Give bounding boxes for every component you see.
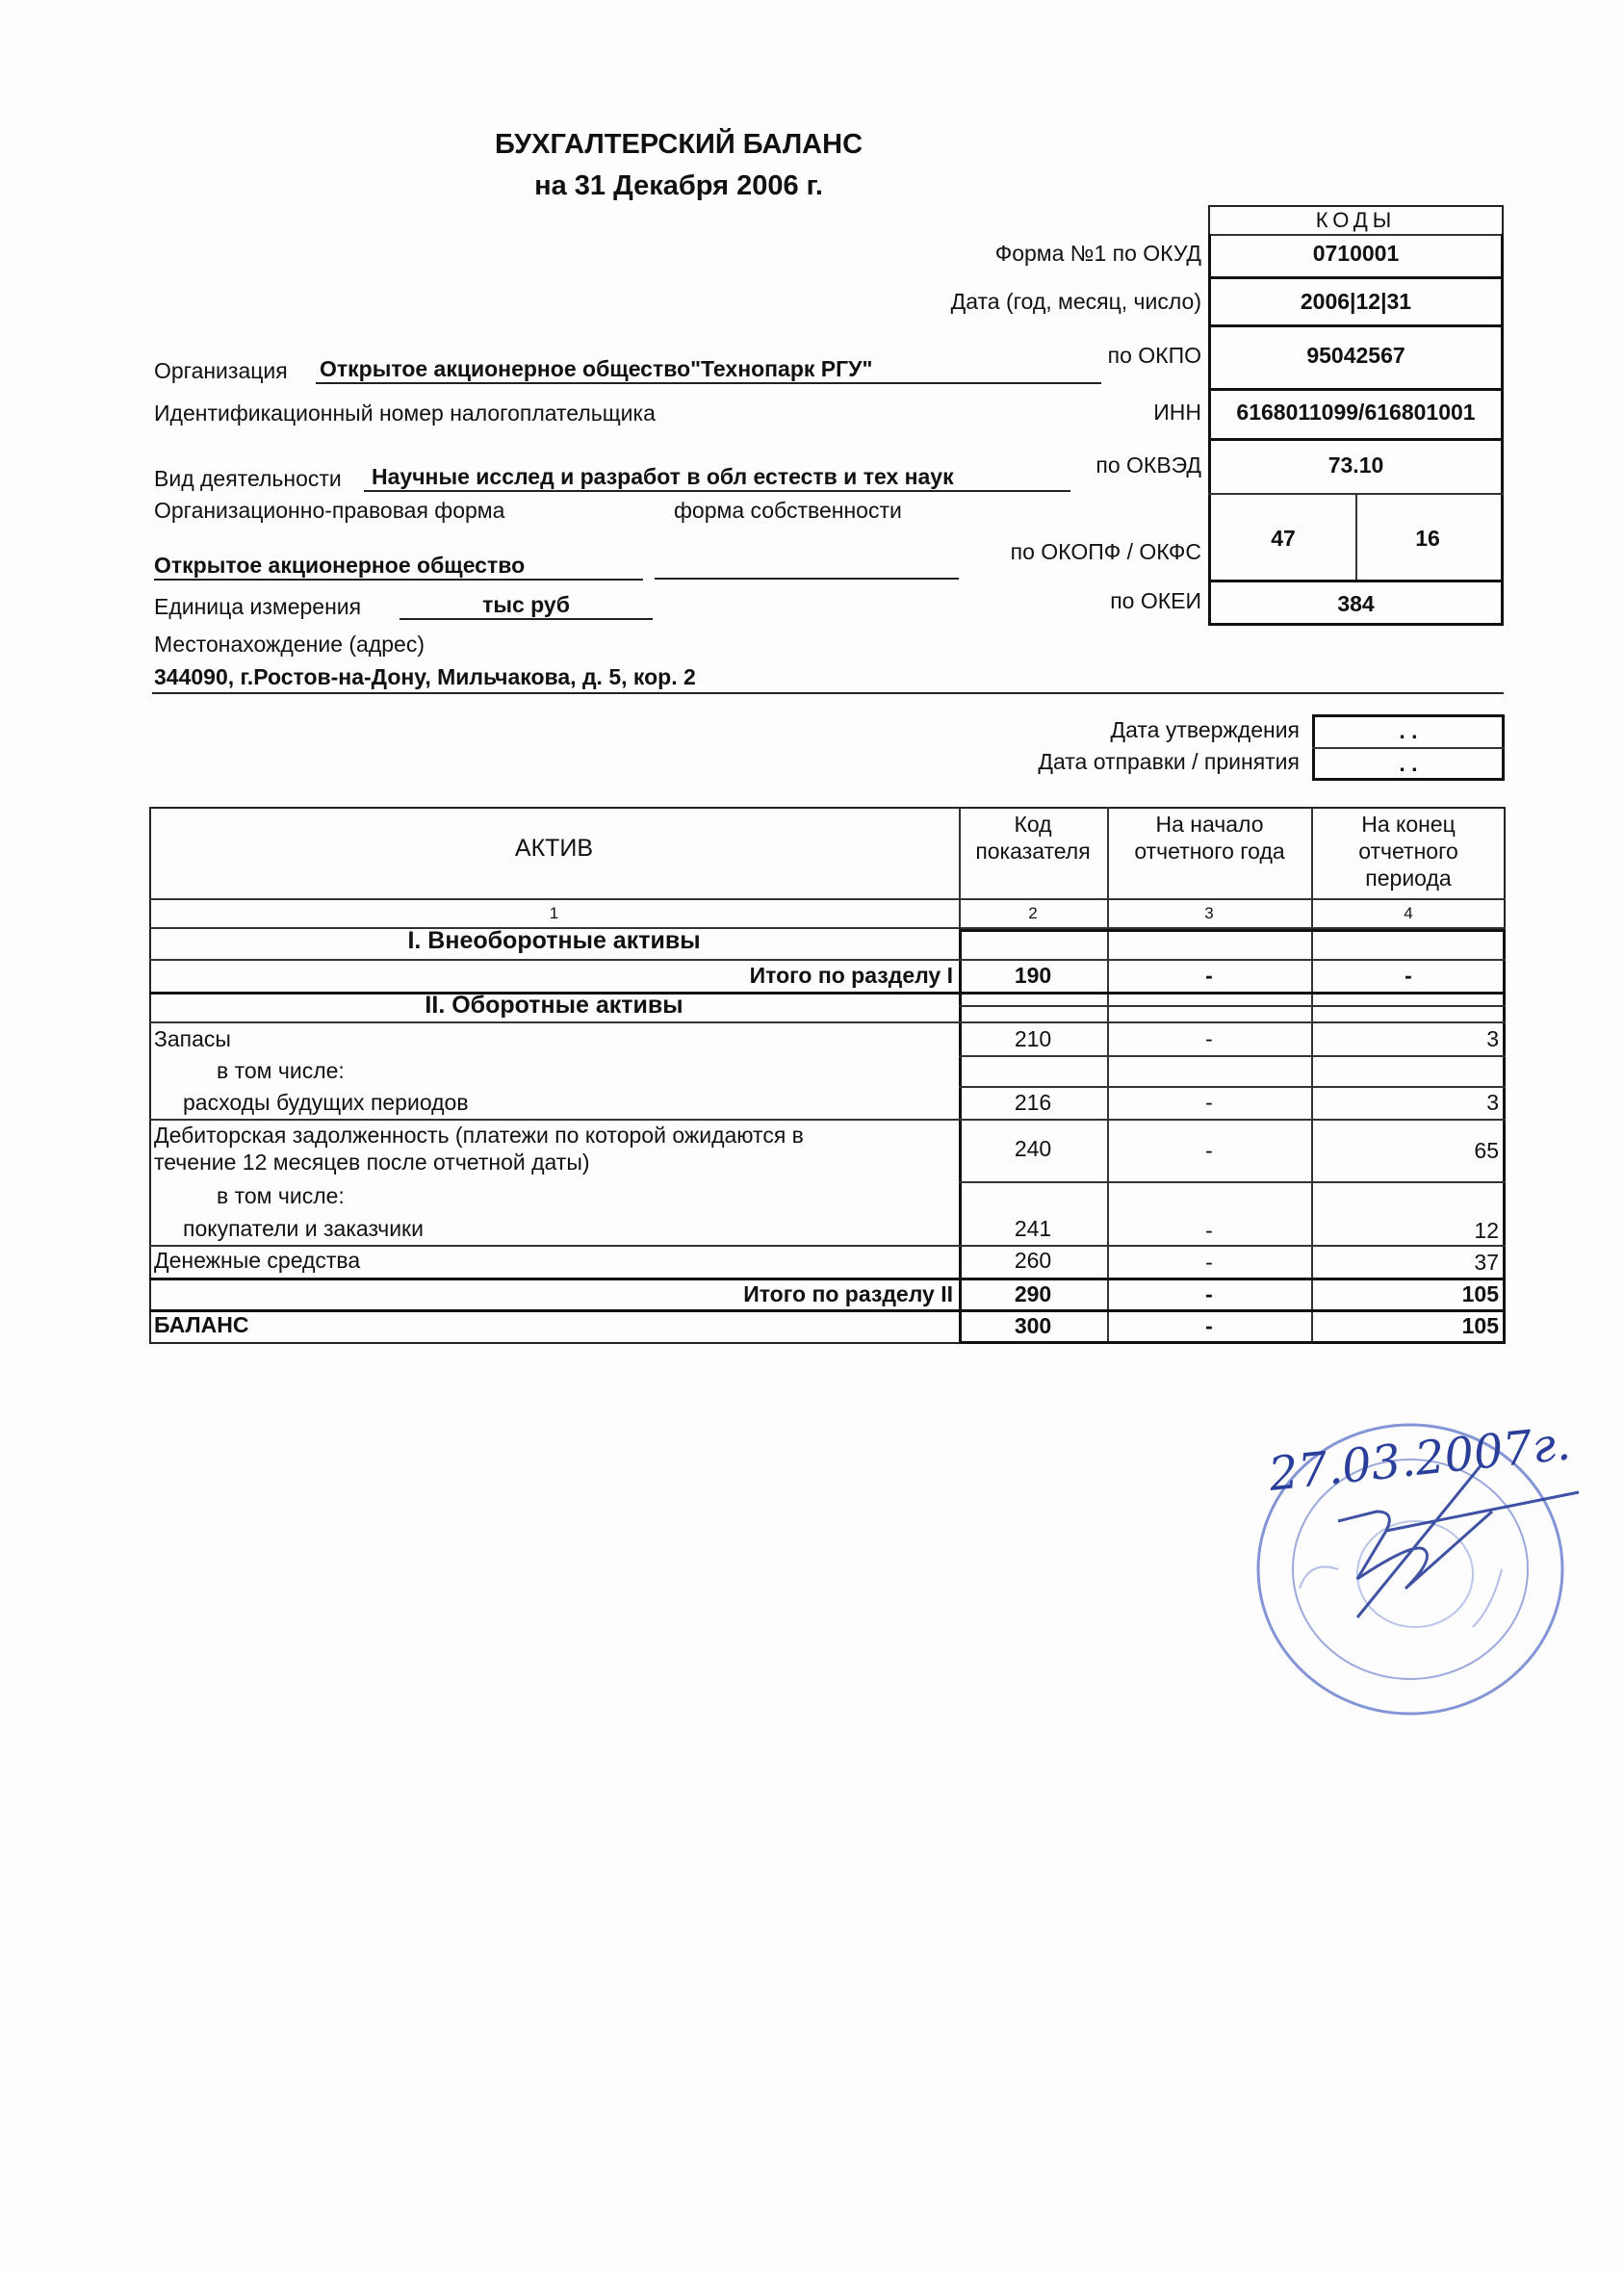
inn-code-label: ИНН	[1153, 400, 1201, 425]
row-start: -	[1205, 1250, 1213, 1275]
row-label: расходы будущих периодов	[183, 1090, 469, 1115]
okud-label: Форма №1 по ОКУД	[994, 241, 1201, 266]
row-label: в том числе:	[217, 1058, 345, 1083]
col-num-3: 3	[1204, 904, 1214, 922]
okved-label: по ОКВЭД	[1096, 452, 1201, 478]
activity-value: Научные исслед и разработ в обл естеств и тех наук	[364, 464, 1070, 492]
row-end: 3	[1486, 1090, 1499, 1115]
address-value: 344090, г.Ростов-на-Дону, Мильчакова, д. 5, кор. 2	[154, 664, 696, 689]
balance-end: 105	[1461, 1313, 1499, 1338]
address-line	[152, 692, 1504, 694]
unit-value: тыс руб	[400, 592, 653, 620]
total-2-label: Итого по разделу II	[743, 1281, 953, 1306]
row-end: 3	[1486, 1026, 1499, 1051]
header-start: На начало отчетного года	[1134, 812, 1285, 864]
send-date-value: . .	[1399, 751, 1418, 776]
col-num-1: 1	[549, 904, 559, 922]
total-2-code: 290	[1014, 1281, 1052, 1306]
date-label: Дата (год, месяц, число)	[950, 289, 1201, 314]
row-code: 240	[1014, 1136, 1052, 1161]
row-end: 37	[1474, 1250, 1499, 1275]
stamp-date: 27.03.2007г.	[1266, 1416, 1573, 1502]
okei-label: по ОКЕИ	[1110, 588, 1201, 613]
row-label: Дебиторская задолженность (платежи по которой ожидаются в течение 12 месяцев после отчетной даты)	[154, 1123, 804, 1175]
row-start: -	[1205, 1138, 1213, 1163]
okei-value: 384	[1337, 591, 1375, 616]
total-1-code: 190	[1014, 963, 1052, 988]
approval-date-value: . .	[1399, 718, 1418, 743]
ownership-value-line	[655, 553, 959, 580]
row-code: 210	[1014, 1026, 1052, 1051]
row-end: 65	[1474, 1138, 1499, 1163]
ownership-label: форма собственности	[674, 498, 902, 523]
header-end: На конец отчетного периода	[1358, 812, 1458, 891]
okved-value: 73.10	[1328, 452, 1384, 478]
activity-label: Вид деятельности	[154, 466, 342, 491]
address-label: Местонахождение (адрес)	[154, 632, 425, 657]
total-2-start: -	[1205, 1281, 1213, 1306]
row-label: Запасы	[154, 1026, 231, 1051]
unit-label: Единица измерения	[154, 594, 362, 619]
total-2-end: 105	[1461, 1281, 1499, 1306]
row-start: -	[1205, 1090, 1213, 1115]
row-label: покупатели и заказчики	[183, 1216, 424, 1241]
row-start: -	[1205, 1026, 1213, 1051]
header-asset: АКТИВ	[514, 835, 594, 862]
total-1-label: Итого по разделу I	[749, 963, 953, 988]
row-code: 216	[1014, 1090, 1052, 1115]
row-end: 12	[1474, 1218, 1499, 1243]
col-num-2: 2	[1028, 904, 1038, 922]
okfs-value: 16	[1415, 526, 1440, 551]
balance-label: БАЛАНС	[154, 1312, 249, 1337]
row-code: 241	[1014, 1216, 1052, 1241]
org-name: Открытое акционерное общество"Технопарк РГУ"	[316, 356, 1101, 384]
row-label: в том числе:	[217, 1183, 345, 1208]
balance-start: -	[1205, 1313, 1213, 1338]
balance-code: 300	[1014, 1313, 1052, 1338]
inn-label: Идентификационный номер налогоплательщика	[154, 401, 656, 426]
legal-form-value: Открытое акционерное общество	[154, 553, 643, 581]
document-subtitle: на 31 Декабря 2006 г.	[534, 170, 823, 201]
okpo-label: по ОКПО	[1107, 343, 1201, 368]
header-code: Код показателя	[975, 812, 1091, 864]
section-1-title: I. Внеоборотные активы	[407, 927, 701, 954]
inn-value: 6168011099/616801001	[1236, 400, 1476, 425]
section-2-title: II. Оборотные активы	[425, 992, 683, 1019]
total-1-start: -	[1205, 963, 1213, 988]
total-1-end: -	[1405, 963, 1412, 988]
send-date-label: Дата отправки / принятия	[1038, 749, 1300, 774]
org-label: Организация	[154, 358, 288, 383]
row-code: 260	[1014, 1248, 1052, 1273]
document-title: БУХГАЛТЕРСКИЙ БАЛАНС	[494, 129, 864, 160]
date-value: 2006|12|31	[1300, 289, 1412, 314]
okpo-value: 95042567	[1306, 343, 1405, 368]
approval-date-label: Дата утверждения	[1110, 717, 1300, 742]
legal-form-label: Организационно-правовая форма	[154, 498, 505, 523]
seal-stamp	[1242, 1415, 1617, 1733]
okud-value: 0710001	[1312, 241, 1400, 266]
row-label: Денежные средства	[154, 1248, 361, 1273]
row-start: -	[1205, 1218, 1213, 1243]
okopf-label: по ОКОПФ / ОКФС	[1010, 539, 1201, 564]
col-num-4: 4	[1404, 904, 1413, 922]
okopf-value: 47	[1271, 526, 1296, 551]
codes-header: КОДЫ	[1315, 208, 1397, 232]
